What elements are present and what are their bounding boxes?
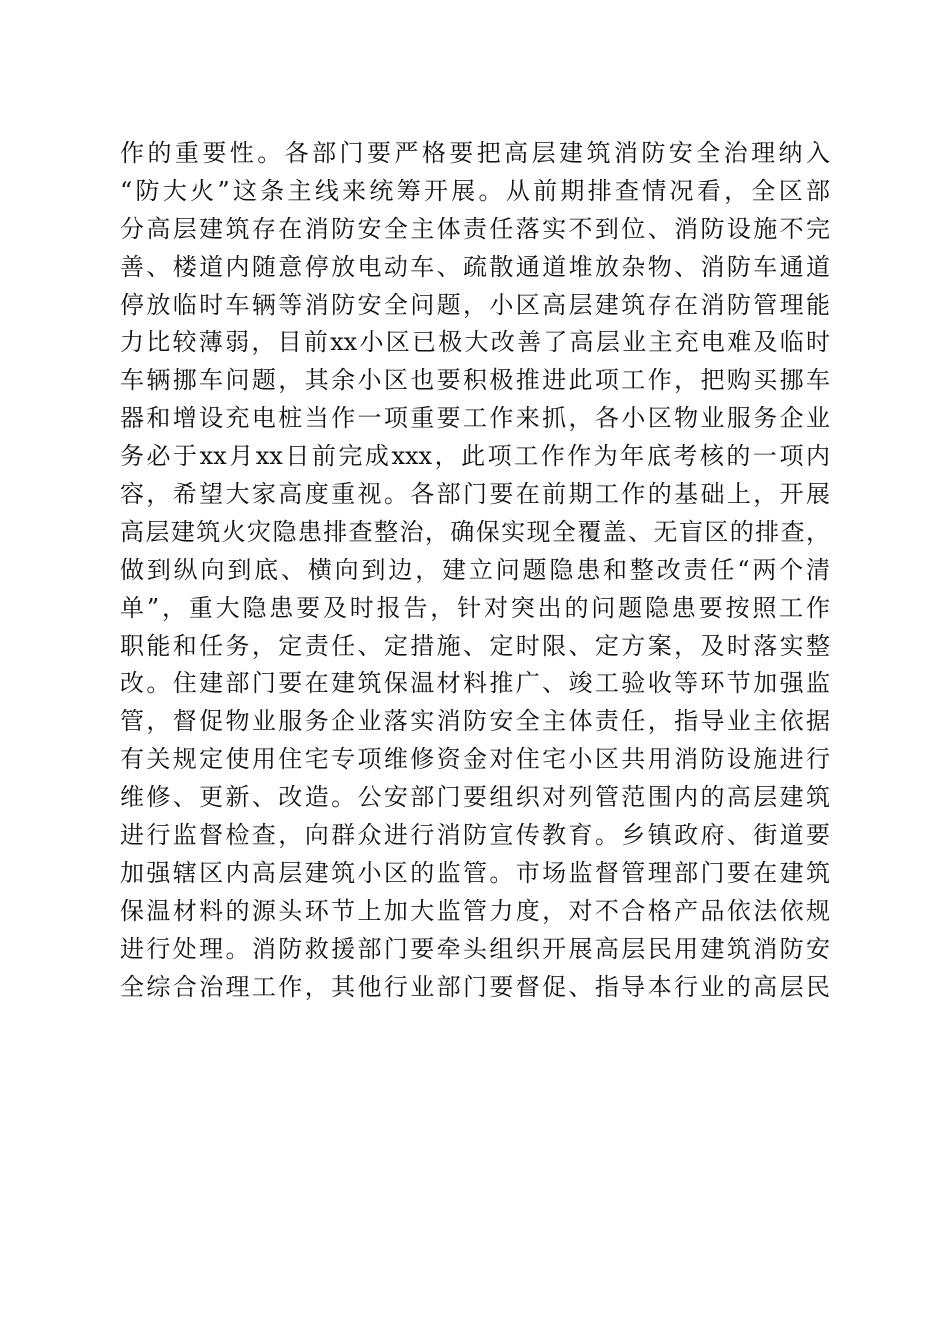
text-line: 车辆挪车问题，其余小区也要积极推进此项工作，把购买挪车 [120,366,830,395]
text-line: 容，希望大家高度重视。各部门要在前期工作的基础上，开展 [120,480,830,509]
text-line: 高层建筑火灾隐患排查整治，确保实现全覆盖、无盲区的排查， [120,517,830,546]
text-line: 进行监督检查，向群众进行消防宣传教育。乡镇政府、街道要 [120,821,830,850]
text-line: 保温材料的源头环节上加大监管力度，对不合格产品依法依规 [120,896,830,925]
text-line: 善、楼道内随意停放电动车、疏散通道堆放杂物、消防车通道 [120,252,830,281]
text-line: 力比较薄弱，目前xx小区已极大改善了高层业主充电难及临时 [120,328,830,357]
text-line: 加强辖区内高层建筑小区的监管。市场监督管理部门要在建筑 [120,858,830,887]
text-line: 职能和任务，定责任、定措施、定时限、定方案，及时落实整 [120,631,830,660]
text-line: 改。住建部门要在建筑保温材料推广、竣工验收等环节加强监 [120,669,830,698]
text-line: “防大火”这条主线来统筹开展。从前期排查情况看，全区部 [120,176,830,205]
text-line: 有关规定使用住宅专项维修资金对住宅小区共用消防设施进行 [120,745,830,774]
text-line: 务必于xx月xx日前完成xxx，此项工作作为年底考核的一项内 [120,442,830,471]
text-line: 维修、更新、改造。公安部门要组织对列管范围内的高层建筑 [120,783,830,812]
text-line: 分高层建筑存在消防安全主体责任落实不到位、消防设施不完 [120,214,830,243]
text-line: 单”，重大隐患要及时报告，针对突出的问题隐患要按照工作 [120,593,830,622]
text-line: 停放临时车辆等消防安全问题，小区高层建筑存在消防管理能 [120,290,830,319]
text-line: 器和增设充电桩当作一项重要工作来抓，各小区物业服务企业 [120,404,830,433]
text-line: 作的重要性。各部门要严格要把高层建筑消防安全治理纳入 [120,139,830,167]
text-line: 全综合治理工作，其他行业部门要督促、指导本行业的高层民 [120,972,830,1001]
text-line: 管，督促物业服务企业落实消防安全主体责任，指导业主依据 [120,707,830,736]
body-paragraph [120,135,830,1006]
text-line: 进行处理。消防救援部门要牵头组织开展高层民用建筑消防安 [120,934,830,963]
text-line: 做到纵向到底、横向到边，建立问题隐患和整改责任“两个清 [120,555,830,584]
